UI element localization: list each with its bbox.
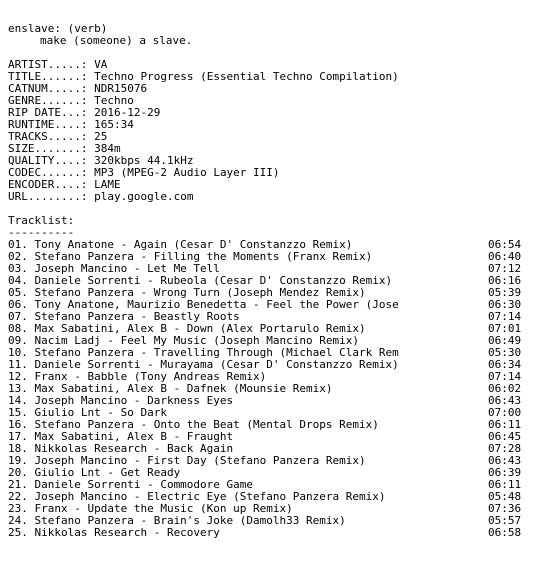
track-row [8, 383, 536, 395]
track-title: 22. Joseph Mancino - Electric Eye (Stefano Panzera Remix) [8, 491, 386, 503]
track-duration: 05:30 [488, 346, 522, 359]
track-duration: 07:12 [488, 262, 522, 275]
track-duration: 05:57 [488, 514, 522, 527]
track-title: 03. Joseph Mancino - Let Me Tell [8, 263, 220, 275]
info-label: TITLE......: [8, 71, 88, 83]
release-info [8, 59, 536, 203]
info-label: CODEC......: [8, 167, 88, 179]
track-title: 08. Max Sabatini, Alex B - Down (Alex Portarulo Remix) [8, 323, 366, 335]
track-duration: 07:36 [488, 502, 522, 515]
info-row [8, 191, 536, 203]
tracklist [8, 239, 536, 539]
tracklist-rule: ---------- [8, 227, 75, 239]
info-value: Techno Progress (Essential Techno Compilation) [94, 71, 399, 83]
info-label: ARTIST.....: [8, 59, 88, 71]
track-row [8, 239, 536, 251]
track-duration: 06:43 [488, 454, 522, 467]
track-title: 17. Max Sabatini, Alex B - Fraught [8, 431, 234, 443]
track-duration: 05:48 [488, 490, 522, 503]
info-row [8, 131, 536, 143]
track-row [8, 407, 536, 419]
info-label: CATNUM.....: [8, 83, 88, 95]
track-title: 25. Nikkolas Research - Recovery [8, 527, 220, 539]
info-value: 2016-12-29 [94, 107, 161, 119]
track-duration: 06:34 [488, 358, 522, 371]
track-title: 20. Giulio Lnt - Get Ready [8, 467, 181, 479]
track-duration: 06:30 [488, 298, 522, 311]
info-row [8, 119, 536, 131]
tracklist-heading: Tracklist: [8, 215, 75, 227]
track-duration: 06:02 [488, 382, 522, 395]
info-row [8, 179, 536, 191]
track-row [8, 251, 536, 263]
info-value: VA [94, 59, 108, 71]
info-value: NDR15076 [94, 83, 148, 95]
track-title: 09. Nacim Ladj - Feel My Music (Joseph Mancino Remix) [8, 335, 359, 347]
track-duration: 05:39 [488, 286, 522, 299]
track-row [8, 287, 536, 299]
definition-meaning: make (someone) a slave. [40, 35, 193, 47]
track-title: 01. Tony Anatone - Again (Cesar D' Constanzzo Remix) [8, 239, 353, 251]
track-row [8, 323, 536, 335]
spacer [8, 203, 536, 215]
track-title: 24. Stefano Panzera - Brain's Joke (Damolh33 Remix) [8, 515, 346, 527]
track-duration: 06:58 [488, 526, 522, 539]
track-row [8, 491, 536, 503]
info-label: ENCODER....: [8, 179, 88, 191]
track-row [8, 455, 536, 467]
track-title: 21. Daniele Sorrenti - Commodore Game [8, 479, 254, 491]
track-duration: 06:45 [488, 430, 522, 443]
info-label: RIP DATE...: [8, 107, 88, 119]
track-duration: 06:11 [488, 478, 522, 491]
info-value: Techno [94, 95, 134, 107]
info-row [8, 83, 536, 95]
track-duration: 06:40 [488, 250, 522, 263]
track-row [8, 431, 536, 443]
track-title: 15. Giulio Lnt - So Dark [8, 407, 167, 419]
track-title: 16. Stefano Panzera - Onto the Beat (Mental Drops Remix) [8, 419, 379, 431]
info-row [8, 107, 536, 119]
info-row [8, 143, 536, 155]
track-title: 23. Franx - Update the Music (Kon up Remix) [8, 503, 293, 515]
info-value: 165:34 [94, 119, 134, 131]
info-label: RUNTIME....: [8, 119, 88, 131]
track-duration: 06:11 [488, 418, 522, 431]
track-row [8, 359, 536, 371]
track-title: 11. Daniele Sorrenti - Murayama (Cesar D' Constanzzo Remix) [8, 359, 399, 371]
track-title: 05. Stefano Panzera - Wrong Turn (Joseph Mendez Remix) [8, 287, 366, 299]
track-duration: 06:49 [488, 334, 522, 347]
info-row [8, 95, 536, 107]
info-value: LAME [94, 179, 121, 191]
info-row [8, 167, 536, 179]
track-title: 18. Nikkolas Research - Back Again [8, 443, 234, 455]
info-label: SIZE.......: [8, 143, 88, 155]
info-label: GENRE......: [8, 95, 88, 107]
track-row [8, 443, 536, 455]
track-row [8, 299, 536, 311]
info-value: MP3 (MPEG-2 Audio Layer III) [94, 167, 280, 179]
track-duration: 07:14 [488, 370, 522, 383]
track-row [8, 503, 536, 515]
info-label: QUALITY....: [8, 155, 88, 167]
track-row [8, 515, 536, 527]
spacer [8, 47, 536, 59]
track-duration: 06:39 [488, 466, 522, 479]
info-value: 384m [94, 143, 121, 155]
track-title: 13. Max Sabatini, Alex B - Dafnek (Mounsie Remix) [8, 383, 333, 395]
track-duration: 06:43 [488, 394, 522, 407]
info-row [8, 155, 536, 167]
track-row [8, 371, 536, 383]
info-label: TRACKS.....: [8, 131, 88, 143]
info-value: 320kbps 44.1kHz [94, 155, 194, 167]
track-title: 10. Stefano Panzera - Travelling Through (Michael Clark Rem [8, 347, 399, 359]
track-duration: 07:00 [488, 406, 522, 419]
track-row [8, 275, 536, 287]
info-row [8, 59, 536, 71]
track-title: 14. Joseph Mancino - Darkness Eyes [8, 395, 234, 407]
track-duration: 06:16 [488, 274, 522, 287]
track-row [8, 467, 536, 479]
info-row [8, 71, 536, 83]
track-row [8, 395, 536, 407]
track-row [8, 347, 536, 359]
info-value: 25 [94, 131, 108, 143]
track-row [8, 479, 536, 491]
track-title: 19. Joseph Mancino - First Day (Stefano Panzera Remix) [8, 455, 366, 467]
track-row [8, 335, 536, 347]
info-value: play.google.com [94, 191, 194, 203]
track-title: 02. Stefano Panzera - Filling the Moments (Franx Remix) [8, 251, 373, 263]
track-duration: 07:14 [488, 310, 522, 323]
info-label: URL........: [8, 191, 88, 203]
track-row [8, 311, 536, 323]
track-title: 12. Franx - Babble (Tony Andreas Remix) [8, 371, 267, 383]
track-title: 07. Stefano Panzera - Beastly Roots [8, 311, 240, 323]
nfo-document [8, 23, 536, 539]
track-row [8, 527, 536, 539]
track-row [8, 419, 536, 431]
track-title: 04. Daniele Sorrenti - Rubeola (Cesar D' Constanzzo Remix) [8, 275, 393, 287]
track-duration: 06:54 [488, 238, 522, 251]
track-title: 06. Tony Anatone, Maurizio Benedetta - Feel the Power (Jose [8, 299, 399, 311]
track-duration: 07:28 [488, 442, 522, 455]
track-duration: 07:01 [488, 322, 522, 335]
definition-term: enslave: (verb) [8, 23, 108, 35]
track-row [8, 263, 536, 275]
